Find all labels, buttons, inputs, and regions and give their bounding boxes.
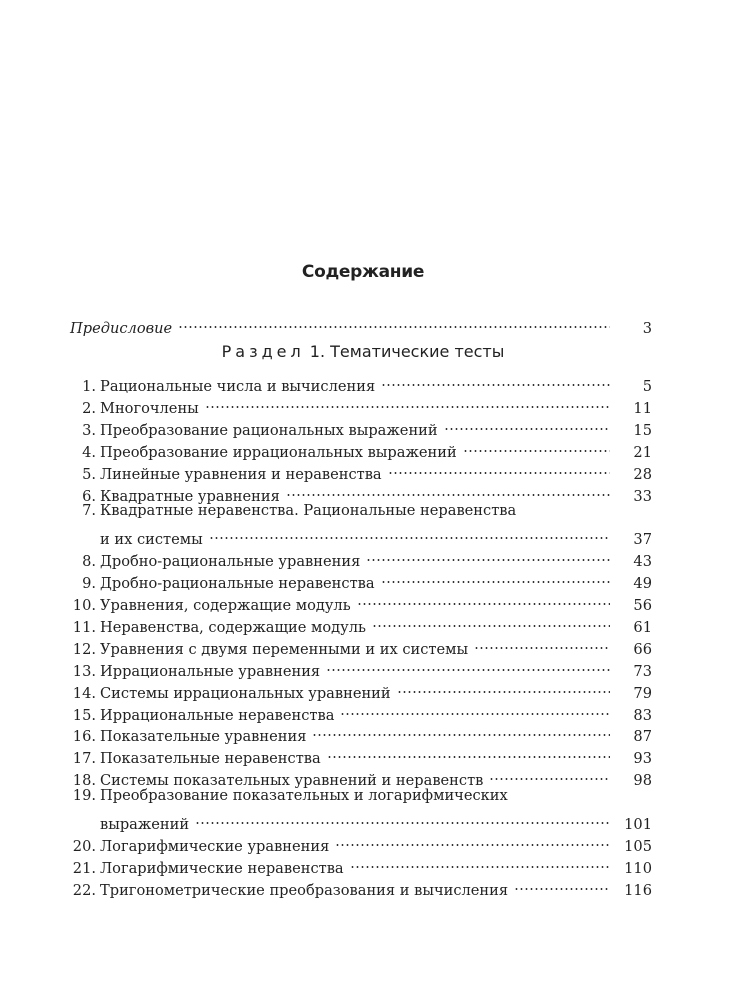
toc-entry-label: Преобразование рациональных выражений bbox=[100, 421, 438, 439]
toc-entry-label: Уравнения, содержащие модуль bbox=[100, 597, 351, 614]
toc-entry[interactable] bbox=[0, 413, 756, 439]
toc-entry-label-continued: выражений bbox=[100, 816, 190, 833]
toc-entry-number: 11. bbox=[72, 618, 96, 636]
toc-entry-label: Линейные уравнения и неравенства bbox=[100, 465, 382, 483]
dot-leader bbox=[514, 873, 610, 895]
toc-entry[interactable] bbox=[0, 807, 756, 833]
toc-entry-label: Квадратные неравенства. Рациональные неравенства bbox=[100, 502, 517, 520]
toc-page-number: 37 bbox=[633, 531, 652, 549]
section-number: 1. bbox=[309, 342, 326, 361]
toc-entry-number: 20. bbox=[72, 837, 96, 855]
toc-page-number: 11 bbox=[633, 399, 652, 417]
toc-entry-number: 10. bbox=[72, 597, 96, 614]
toc-entry[interactable] bbox=[0, 785, 756, 807]
section-prefix: Раздел bbox=[221, 342, 305, 361]
toc-entry-number: 18. bbox=[72, 772, 96, 790]
toc-entry[interactable] bbox=[0, 698, 756, 724]
dot-leader bbox=[397, 676, 610, 698]
toc-entry[interactable] bbox=[0, 457, 756, 483]
toc-page-number: 3 bbox=[642, 320, 652, 337]
toc-page-number: 15 bbox=[633, 421, 652, 439]
dot-leader bbox=[312, 719, 610, 741]
toc-entry-label: Показательные неравенства bbox=[100, 750, 321, 768]
toc-page-number: 116 bbox=[624, 881, 652, 899]
dot-leader bbox=[474, 632, 610, 654]
toc-page-number: 83 bbox=[633, 706, 652, 724]
toc-entry-label: Дробно-рациональные уравнения bbox=[100, 553, 361, 571]
toc-page-number: 56 bbox=[633, 597, 652, 614]
toc-entry-label: Уравнения с двумя переменными и их системы bbox=[100, 640, 469, 658]
toc-entry[interactable] bbox=[0, 435, 756, 461]
toc-page-number: 33 bbox=[633, 487, 652, 505]
toc-page-number: 93 bbox=[633, 750, 652, 768]
toc-entry-number: 15. bbox=[72, 706, 96, 724]
toc-page-number: 5 bbox=[642, 378, 652, 395]
dot-leader bbox=[357, 588, 610, 610]
toc-page-number: 28 bbox=[633, 465, 652, 483]
toc-page-number: 21 bbox=[633, 443, 652, 461]
toc-entry-preface[interactable] bbox=[0, 311, 756, 337]
toc-entry[interactable] bbox=[0, 719, 756, 746]
toc-entry-number: 1. bbox=[82, 378, 96, 395]
page-title: Содержание bbox=[301, 262, 425, 282]
toc-page-number: 49 bbox=[633, 575, 652, 593]
toc-entry-number: 22. bbox=[72, 881, 96, 899]
dot-leader bbox=[340, 698, 610, 720]
toc-entry-number: 3. bbox=[82, 421, 96, 439]
toc-entry-number: 21. bbox=[72, 859, 96, 877]
toc-entry-number: 7. bbox=[82, 502, 96, 520]
toc-entry-label: Преобразование показательных и логарифмических bbox=[100, 787, 508, 805]
toc-page-number: 43 bbox=[633, 553, 652, 571]
toc-page-number: 66 bbox=[633, 640, 652, 658]
toc-entry-number: 13. bbox=[72, 662, 96, 680]
dot-leader bbox=[381, 369, 610, 391]
toc-entry[interactable] bbox=[0, 610, 756, 636]
toc-entry-label: Системы показательных уравнений и неравенств bbox=[100, 772, 484, 790]
toc-entry-label: Системы иррациональных уравнений bbox=[100, 684, 391, 702]
toc-entry-number: 19. bbox=[72, 787, 96, 805]
toc-entry-label: Логарифмические неравенства bbox=[100, 859, 344, 877]
section-name: Тематические тесты bbox=[330, 342, 505, 361]
dot-leader bbox=[381, 566, 610, 588]
toc-entry[interactable] bbox=[0, 391, 756, 417]
toc-entry-number: 16. bbox=[72, 728, 96, 746]
toc-page-number: 87 bbox=[633, 728, 652, 746]
toc-entry-label-continued: и их системы bbox=[100, 531, 203, 549]
toc-entry-number: 9. bbox=[82, 575, 96, 593]
toc-entry-label: Показательные уравнения bbox=[100, 728, 307, 746]
dot-leader bbox=[178, 311, 610, 333]
toc-page-number: 61 bbox=[633, 618, 652, 636]
toc-entry-label: Тригонометрические преобразования и вычисления bbox=[100, 881, 509, 899]
dot-leader bbox=[444, 413, 610, 435]
toc-entry-number: 6. bbox=[82, 487, 96, 505]
toc-entry[interactable] bbox=[0, 741, 756, 768]
toc-entry-number: 12. bbox=[72, 640, 96, 658]
toc-entry-label: Дробно-рациональные неравенства bbox=[100, 575, 375, 593]
toc-entry[interactable] bbox=[0, 873, 756, 899]
toc-entry-number: 14. bbox=[72, 684, 96, 702]
toc-entry[interactable] bbox=[0, 763, 756, 790]
dot-leader bbox=[372, 610, 610, 632]
toc-entry[interactable] bbox=[0, 632, 756, 658]
toc-entry-number: 17. bbox=[72, 750, 96, 768]
dot-leader bbox=[366, 544, 610, 566]
toc-entry-number: 4. bbox=[82, 443, 96, 461]
toc-entry-label: Неравенства, содержащие модуль bbox=[100, 618, 366, 636]
section-heading bbox=[0, 342, 726, 361]
dot-leader bbox=[463, 435, 610, 457]
dot-leader bbox=[335, 829, 610, 851]
toc-entry-label: Квадратные уравнения bbox=[100, 487, 280, 505]
toc-page-number: 73 bbox=[633, 662, 652, 680]
toc-page-number: 101 bbox=[624, 816, 652, 833]
dot-leader bbox=[489, 763, 610, 785]
toc-entry-label: Рациональные числа и вычисления bbox=[100, 378, 376, 395]
toc-entry-number: 2. bbox=[82, 399, 96, 417]
toc-page-number: 105 bbox=[624, 837, 652, 855]
toc-entry[interactable] bbox=[0, 479, 756, 505]
toc-entry[interactable] bbox=[0, 851, 756, 877]
toc-page-number: 98 bbox=[633, 772, 652, 790]
toc-entry-label: Преобразование иррациональных выражений bbox=[100, 443, 457, 461]
toc-entry[interactable] bbox=[0, 829, 756, 855]
toc-entry[interactable] bbox=[0, 500, 756, 522]
toc-entry[interactable] bbox=[0, 566, 756, 593]
dot-leader bbox=[286, 479, 610, 501]
toc-entry-label: Логарифмические уравнения bbox=[100, 837, 330, 855]
toc-entry[interactable] bbox=[0, 654, 756, 680]
toc-entry-number: 5. bbox=[82, 465, 96, 483]
toc-entry-label: Предисловие bbox=[70, 320, 173, 337]
toc-entry[interactable] bbox=[0, 588, 756, 614]
dot-leader bbox=[326, 654, 610, 676]
dot-leader bbox=[388, 457, 610, 479]
toc-entry-label: Многочлены bbox=[100, 399, 199, 417]
dot-leader bbox=[327, 741, 610, 763]
toc-entry-label: Иррациональные уравнения bbox=[100, 662, 321, 680]
toc-page-number: 110 bbox=[624, 859, 652, 877]
dot-leader bbox=[205, 391, 610, 413]
dot-leader bbox=[195, 807, 610, 829]
dot-leader bbox=[350, 851, 610, 873]
toc-entry[interactable] bbox=[0, 676, 756, 702]
toc-entry[interactable] bbox=[0, 369, 756, 395]
toc-page-number: 79 bbox=[633, 684, 652, 702]
toc-entry[interactable] bbox=[0, 522, 756, 549]
toc-entry[interactable] bbox=[0, 544, 756, 571]
toc-entry-label: Иррациональные неравенства bbox=[100, 706, 335, 724]
dot-leader bbox=[209, 522, 610, 544]
toc-entry-number: 8. bbox=[82, 553, 96, 571]
